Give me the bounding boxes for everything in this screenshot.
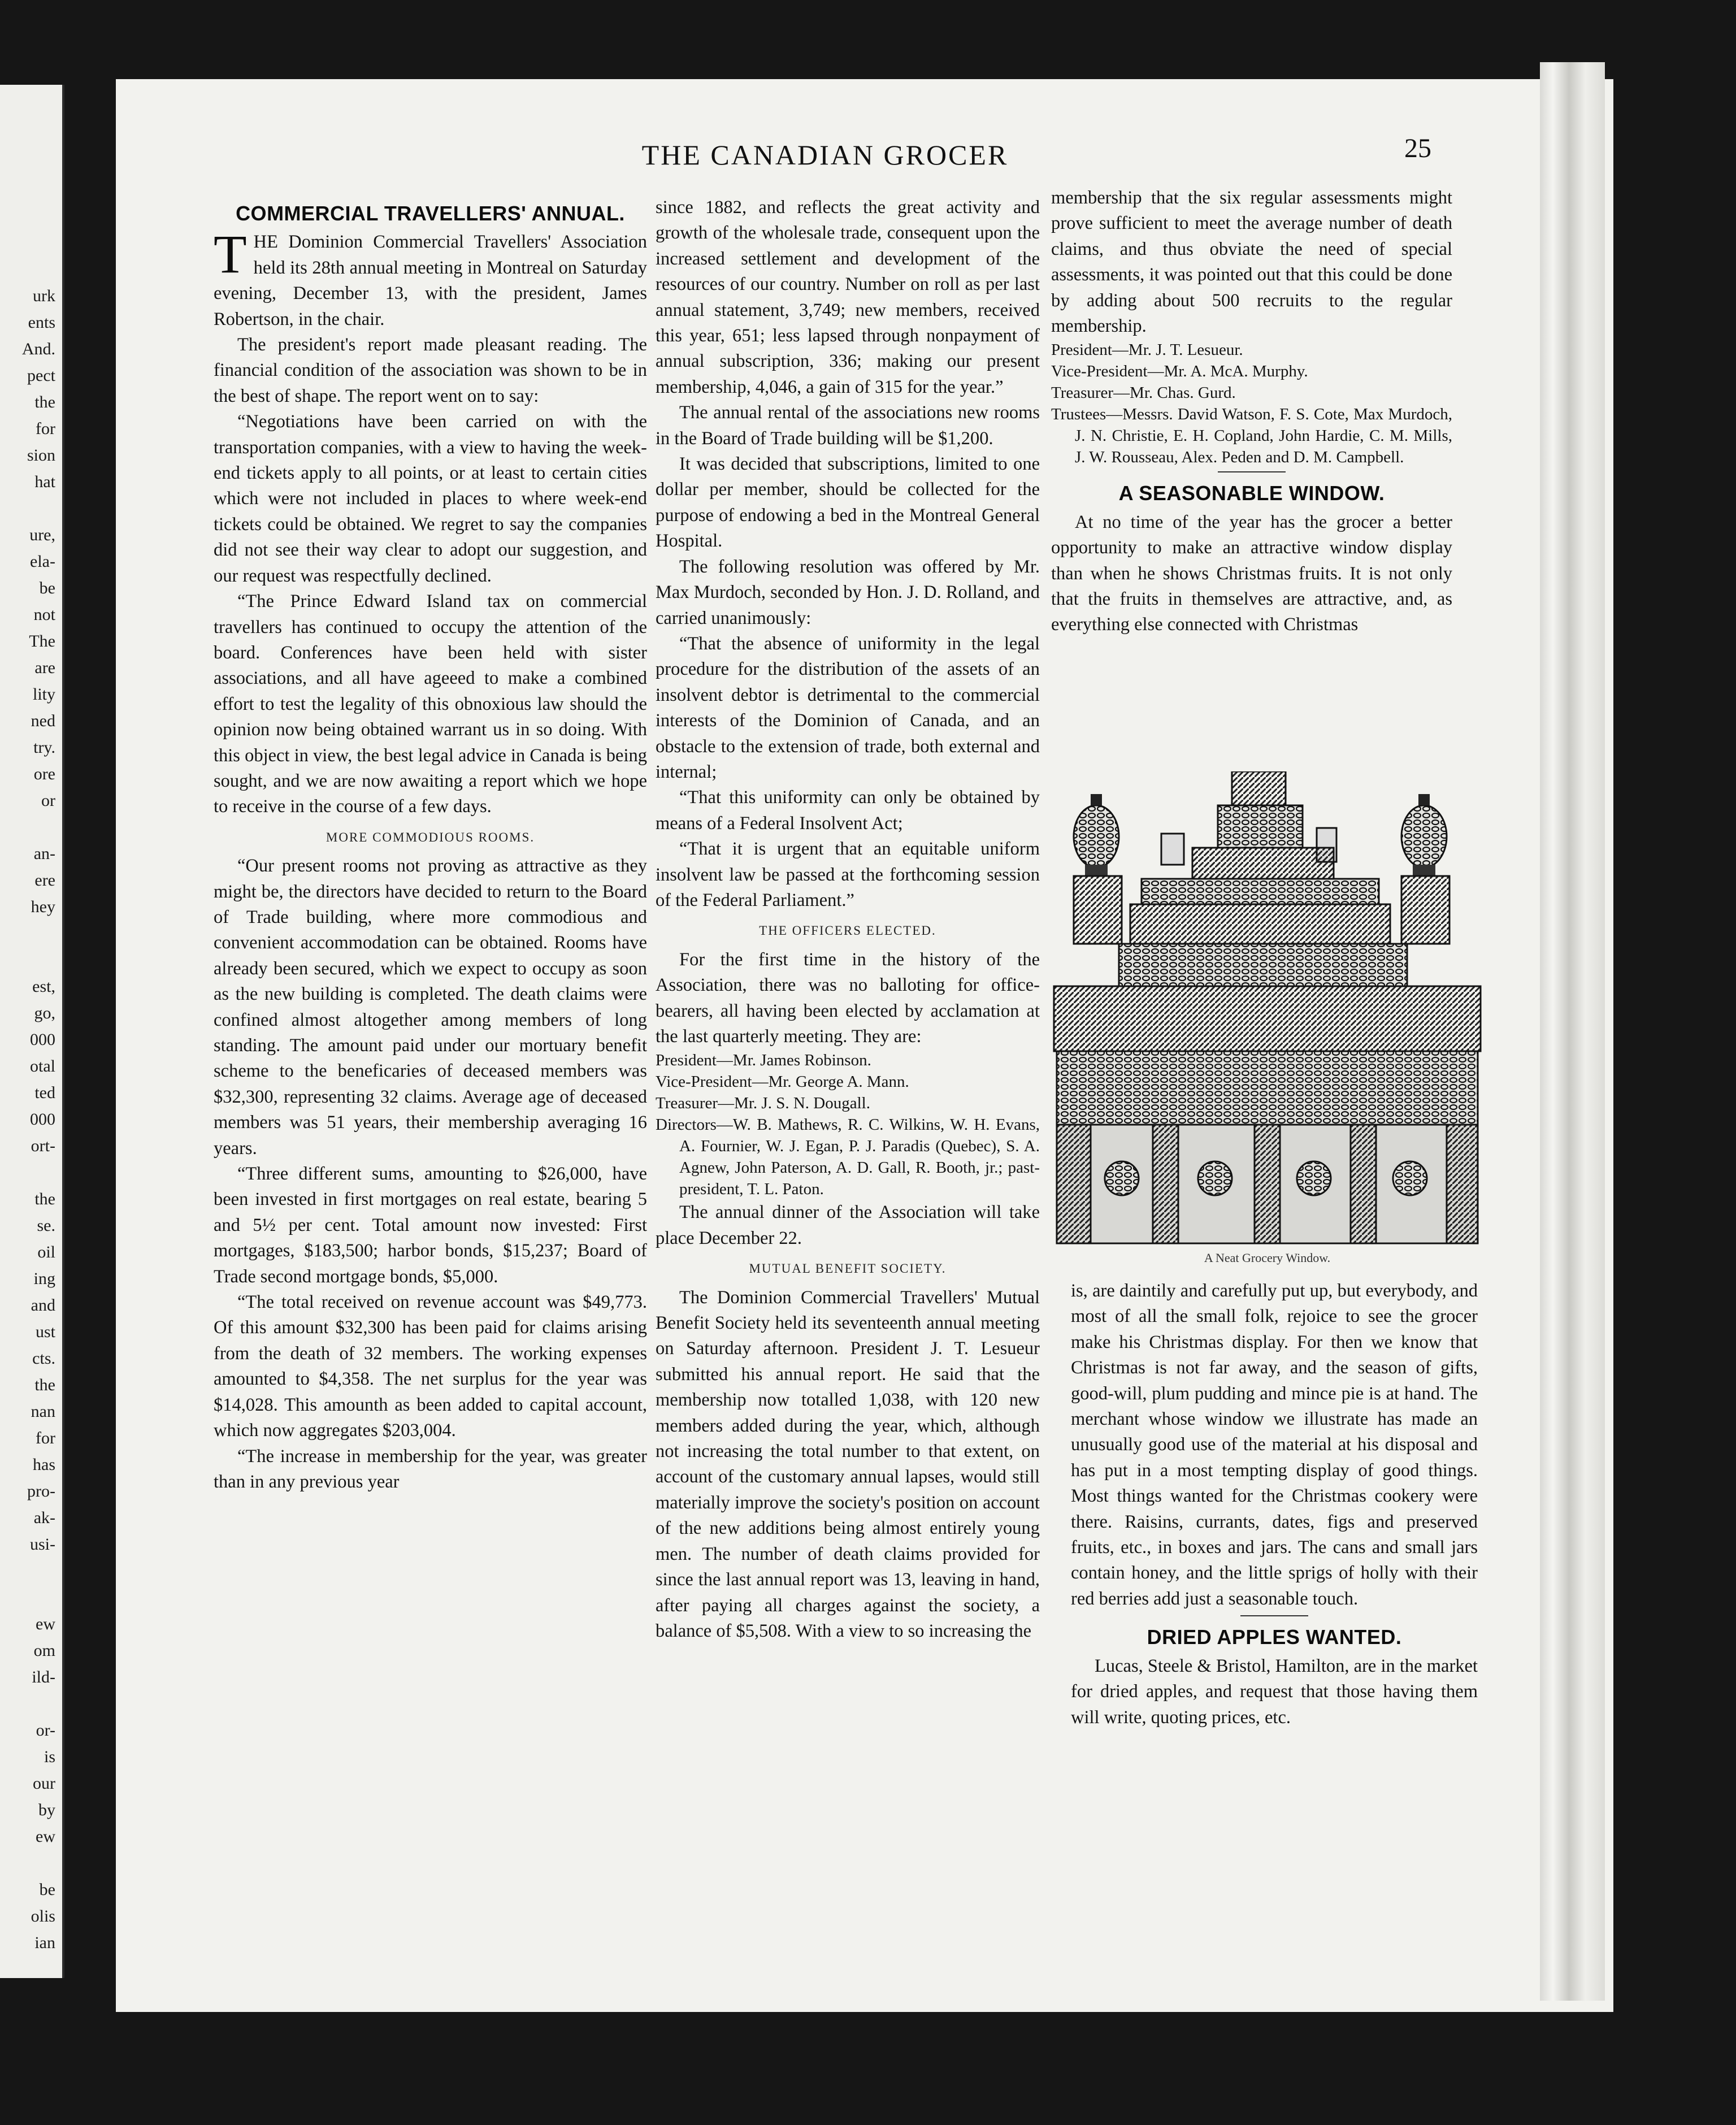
left-page-fragment: and <box>31 1296 55 1315</box>
paragraph: “The increase in membership for the year, was greater than in any previous year <box>214 1446 647 1492</box>
article-heading-seasonable-window: A SEASONABLE WINDOW. <box>1118 482 1385 505</box>
left-page-fragment: usi- <box>30 1535 55 1554</box>
officer-entry: President—Mr. James Robinson. <box>656 1051 871 1070</box>
window-display-drawing <box>1051 771 1483 1246</box>
left-page-fragment: the <box>34 1376 55 1394</box>
left-page-fragment: pro- <box>27 1482 55 1500</box>
article-heading-commercial-travellers: COMMERCIAL TRAVELLERS' ANNUAL. <box>236 202 625 225</box>
left-page-fragment <box>0 1690 55 1717</box>
grocery-window-illustration <box>1051 771 1483 1263</box>
column-3-continued <box>1071 1278 1478 1731</box>
drop-cap: T <box>214 224 247 285</box>
left-page-fragment: nan <box>31 1402 55 1421</box>
left-page-fragment: lity <box>32 685 55 704</box>
left-page-fragment: ure, <box>29 526 55 544</box>
left-page-fragment: not <box>33 605 55 624</box>
left-page-fragment: or <box>41 791 55 810</box>
left-page-fragment <box>0 1159 55 1186</box>
officer-entry: Vice-President—Mr. George A. Mann. <box>656 1073 909 1091</box>
paragraph: The president's report made pleasant reading. The financial condition of the association was shown to be in the best of shape. The report went on to say: <box>214 335 647 406</box>
left-page-fragment: ned <box>31 712 55 730</box>
left-page-fragment <box>0 495 55 522</box>
left-page-fragment: se. <box>37 1216 55 1235</box>
left-page-fragment: ian <box>34 1933 55 1952</box>
paragraph: “Negotiations have been carried on with the transportation companies, with a view to having the week-end tickets apply to all points, or at least to certain cities which were not included in places to where week-end tickets could be obtained. We regret to say the companies did not see their way clear to adopt our suggestion, and our request was respectfully declined. <box>214 411 647 586</box>
page-title: THE CANADIAN GROCER <box>641 139 1009 171</box>
left-page-fragment: otal <box>30 1057 55 1075</box>
illustration-caption: A Neat Grocery Window. <box>1204 1251 1331 1265</box>
paragraph: “Three different sums, amounting to $26,000, have been invested in first mortgages on real estate, bearing 5 and 5½ per cent. Total amount now invested: First mortgages, $183,500; harbor bonds, $15,237; Board of Trade second mortgage bonds, $5,000. <box>214 1164 647 1287</box>
left-page-fragment: ore <box>33 765 55 783</box>
left-page-fragment: be <box>39 1880 55 1899</box>
left-page-fragment: 000 <box>30 1030 55 1049</box>
left-page-fragment: 000 <box>30 1110 55 1129</box>
left-page-fragment: has <box>33 1455 55 1474</box>
right-pillar <box>1401 876 1449 944</box>
left-page-fragment <box>0 1850 55 1876</box>
left-page-fragment: ew <box>36 1827 55 1846</box>
officer-entry: Directors—W. B. Mathews, R. C. Wilkins, W. H. Evans, A. Fournier, W. J. Egan, P. J. Paradis (Quebec), S. A. Agnew, John Paterson, A. D. Gall, R. Booth, jr.; past-president, T. L. Paton. <box>656 1116 1040 1199</box>
front-boxes <box>1054 986 1481 1243</box>
left-page-fragment: ew <box>36 1615 55 1633</box>
left-page-fragment: ents <box>28 313 55 332</box>
left-page-fragment: for <box>36 1429 55 1447</box>
left-page-fragment: for <box>36 419 55 438</box>
paragraph: It was decided that subscriptions, limited to one dollar per member, should be collected for the purpose of endowing a bed in the Montreal General Hospital. <box>656 454 1040 552</box>
left-page-fragment: ted <box>34 1083 55 1102</box>
left-page-fragment: is <box>44 1747 55 1766</box>
left-page-fragment: ak- <box>33 1508 55 1527</box>
mbs-officer-entry: Vice-President—Mr. A. McA. Murphy. <box>1051 362 1308 381</box>
left-page-fragment: hat <box>34 472 55 491</box>
paragraph: “That the absence of uniformity in the legal procedure for the distribution of the assets of an insolvent debtor is detrimental to the commercial interests of the Dominion of Canada, and an obstacle to the extension of trade, both external and internal; <box>656 633 1040 782</box>
left-page-fragment: pect <box>27 366 55 385</box>
left-page-fragment: by <box>38 1801 55 1819</box>
left-pillar <box>1074 876 1122 944</box>
left-page-fragment: try. <box>33 738 55 757</box>
left-page-fragment: go, <box>34 1004 55 1022</box>
box-pyramid <box>1119 771 1407 986</box>
left-page-fragment: ild- <box>32 1668 55 1686</box>
mbs-officer-entry: Treasurer—Mr. Chas. Gurd. <box>1051 384 1236 402</box>
paragraph: since 1882, and reflects the great activity and growth of the wholesale trade, consequent upon the increased settlement and development of the resources of our country. Number on roll as per last annual statement, 3,749; new members, received this year, 651; less lapsed through nonpayment of annual subscription, 336; making our present membership, 4,046, a gain of 315 for the year.” <box>656 197 1040 397</box>
left-page-fragment <box>0 947 55 973</box>
left-page-fragment: the <box>34 393 55 411</box>
left-page-fragment: hey <box>31 897 55 916</box>
page-number: 25 <box>1404 133 1431 163</box>
officer-entry: Treasurer—Mr. J. S. N. Dougall. <box>656 1094 870 1113</box>
paragraph: The following resolution was offered by Mr. Max Murdoch, seconded by Hon. J. D. Rolland, and carried unanimously: <box>656 556 1040 628</box>
subheading-mutual-benefit: MUTUAL BENEFIT SOCIETY. <box>749 1261 947 1276</box>
left-page-fragment: And. <box>21 340 55 358</box>
paragraph: “The total received on revenue account was $49,773. Of this amount $32,300 has been paid for claims arising from the death of 32 members. The working expenses amounted to $4,358. The net surplus for the year was $14,028. This amounth as been added to capital account, which now aggregates $203,004. <box>214 1292 647 1441</box>
left-page-fragment: ort- <box>31 1137 55 1155</box>
paragraph: “The Prince Edward Island tax on commercial travellers has continued to occupy the attention of the board. Conferences have been held with sister associations, and all have ageeed to make a combined effort to test the legality of this obnoxious law should the opinion now being obtained warrant us in so doing. With this object in view, the best legal advice in Canada is being sought, and we are now awaiting a report which we hope to receive in the course of a few days. <box>214 591 647 817</box>
mbs-officer-entry: President—Mr. J. T. Lesueur. <box>1051 341 1243 359</box>
left-page-fragment: the <box>34 1190 55 1208</box>
article-intro <box>214 224 647 332</box>
left-page-fragment: sion <box>27 446 55 465</box>
paragraph: “That this uniformity can only be obtained by means of a Federal Insolvent Act; <box>656 787 1040 834</box>
paragraph: “That it is urgent that an equitable uniform insolvent law be passed at the forthcoming session of the Federal Parliament.” <box>656 839 1040 910</box>
right-urn <box>1401 794 1447 876</box>
article-intro-text: HE Dominion Commercial Travellers' Association held its 28th annual meeting in Montreal on Saturday evening, December 13, with the president, James Robertson, in the chair. <box>214 232 647 329</box>
subheading-officers: THE OFFICERS ELECTED. <box>759 923 936 938</box>
left-page-edge <box>0 85 64 1978</box>
left-page-fragment: om <box>33 1641 55 1660</box>
left-page-fragment: urk <box>33 287 55 305</box>
left-page-fragment: are <box>34 658 55 677</box>
mbs-officer-entry: Trustees—Messrs. David Watson, F. S. Cote, Max Murdoch, J. N. Christie, E. H. Copland, John Hardie, C. M. Mills, J. W. Rousseau, Alex. Peden and D. M. Campbell. <box>1051 405 1452 467</box>
left-page-fragment: olis <box>31 1907 55 1925</box>
left-page-fragment: cts. <box>32 1349 55 1368</box>
left-page-fragment: est, <box>32 977 55 996</box>
left-page-fragment: ere <box>34 871 55 890</box>
paragraph: For the first time in the history of the Association, there was no balloting for office-bearers, all having been elected by acclamation at the last quarterly meeting. They are: <box>656 949 1040 1047</box>
left-page-fragment <box>0 1558 55 1584</box>
paragraph: is, are daintily and carefully put up, but everybody, and most of all the small folk, rejoice to see the grocer make his Christmas display. For then we know that Christmas is not far away, and the season of gifts, good-will, plum pudding and mince pie is at hand. The merchant whose window we illustrate has made an unusually good use of the material at his disposal and has put in a most tempting display of good things. Most things wanted for the Christmas cookery were there. Raisins, currants, dates, figs and preserved fruits, etc., in boxes and jars. The cans and small jars contain honey, and the little sprigs of holly with their red berries add just a seasonable touch. <box>1071 1281 1478 1609</box>
paragraph: The annual rental of the associations new rooms in the Board of Trade building will be $1,200. <box>656 402 1040 449</box>
left-page-text-fragments <box>0 283 55 1956</box>
subheading-rooms: MORE COMMODIOUS ROOMS. <box>326 830 535 844</box>
paragraph: The Dominion Commercial Travellers' Mutual Benefit Society held its seventeenth annual meeting on Saturday afternoon. President J. T. Lesueur submitted his annual report. He said that the membership now totalled 1,038, with 120 new members added during the year, which, although not increasing the total number to that extent, on account of the customary annual lapses, would still materially improve the society's position on account of the new additions being almost entirely young men. The number of death claims provided for since the last annual report was 13, leaving in hand, after paying all charges against the society, a balance of $5,508. With a view to so increasing the <box>656 1287 1040 1641</box>
paragraph: Lucas, Steele & Bristol, Hamilton, are in the market for dried apples, and request that those having them will write, quoting prices, etc. <box>1071 1655 1478 1728</box>
left-urn <box>1074 794 1119 876</box>
left-page-fragment: an- <box>33 844 55 863</box>
paragraph: membership that the six regular assessments might prove sufficient to meet the average number of death claims, and thus obviate the need of special assessments, it was pointed out that this could be done by adding about 500 recruits to the regular membership. <box>1051 188 1452 337</box>
paragraph: At no time of the year has the grocer a better opportunity to make an attractive window display than when he shows Christmas fruits. It is not only that the fruits in themselves are attractive, and, as everything else connected with Christmas <box>1051 511 1452 635</box>
column-1 <box>214 201 647 1495</box>
left-page-fragment <box>0 920 55 947</box>
left-page-fragment: oil <box>37 1243 55 1261</box>
divider <box>1218 471 1286 472</box>
divider <box>1240 1615 1308 1616</box>
page-binding-edge <box>1540 62 1605 2001</box>
left-page-fragment: our <box>33 1774 55 1793</box>
left-page-fragment: ela- <box>30 552 55 571</box>
left-page-fragment <box>0 1584 55 1611</box>
left-page-fragment: ing <box>33 1269 55 1288</box>
left-page-fragment <box>0 814 55 840</box>
paragraph: The annual dinner of the Association will take place December 22. <box>656 1202 1040 1248</box>
left-page-fragment: ust <box>35 1322 55 1341</box>
column-3 <box>1051 185 1452 638</box>
left-page-fragment: or- <box>36 1721 55 1740</box>
article-heading-dried-apples: DRIED APPLES WANTED. <box>1147 1625 1402 1649</box>
column-2 <box>656 195 1040 1644</box>
left-page-fragment: be <box>39 579 55 597</box>
paragraph: “Our present rooms not proving as attractive as they might be, the directors have decided to return to the Board of Trade building, where more commodious and convenient accommodation can be obtained. Rooms have already been secured, which we expect to occupy as soon as the new building is completed. The death claims were confined almost altogether among members of long standing. The amount paid under our mortuary benefit scheme to the beneficaries of deceased members was $32,300, representing 32 claims. Average age of deceased members was 51 years, their membership averaging 16 years. <box>214 856 647 1159</box>
left-page-fragment: The <box>29 632 55 650</box>
